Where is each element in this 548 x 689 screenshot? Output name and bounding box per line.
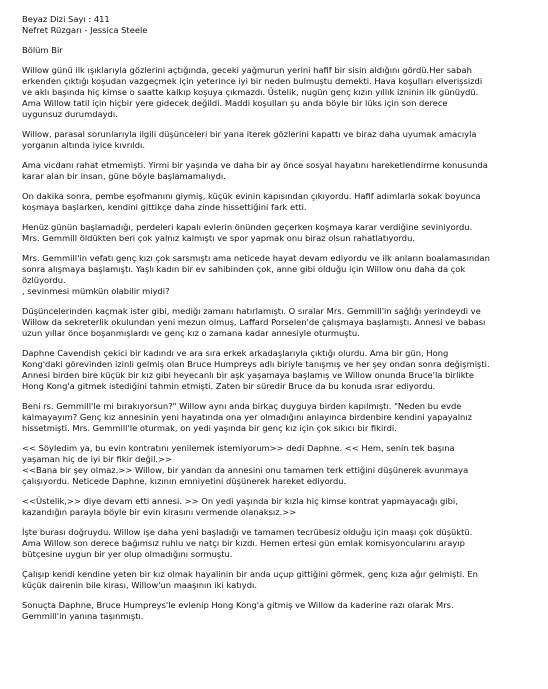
paragraph: Daphne Cavendish çekici bir kadındı ve ara sıra erkek arkadaşlarıyla çıktığı olurdu. Ama bir gün, Hong Kong'daki görevinden izinli gelmiş olan Bruce Humpreys adlı biriyle tanışmış ve her şey ondan sonra değişmişti. Annesi birden bire küçük bir kız gibi heyecanlı bir aşk yaşamaya başlamış ve Willow onunda Bruce'la birlikte Hong Kong'a gitmek istediğini tahmin etmişti. Zaten bir süredir Bruce da bu konuda ısrar ediyordu. xyxy=(22,348,490,391)
paragraph: Ama vicdanı rahat etmemişti. Yirmi bir yaşında ve daha bir ay önce sosyal hayatını hareketlendirme konusunda karar alan bir insan, güne böyle başlamamalıydı. xyxy=(22,160,488,181)
paragraph: Beni rs. Gemmill'le mi bırakıyorsun?" Willow aynı anda birkaç duyguya birden kapılmıştı. "Neden bu evde kalmayayım? Genç kız annesinin yeni hayatında ona yer olmadığını anlayınca birdenbire kendini yapayalnız hissetmişti. Mrs. Gemmill'le oturmak, on yedi yaşında bir genç kız için çok sıkıcı bir fikirdi. xyxy=(22,401,473,433)
paragraph: İşte burası doğruydu. Willow işe daha yeni başladığı ve tamamen tecrübesiz olduğu için maaşı çok düşüktü. Ama Willow son derece bağımsız ruhlu ve natçı bir kızdı. Hemen ertesi gün emlak komisyoncularını arayıp bütçesine uygun bir yer olup olmadığını sormuştu. xyxy=(22,527,473,559)
series-line: Beyaz Dizi Sayı : 411 xyxy=(22,14,110,24)
paragraph: Henüz günün başlamadığı, perdeleri kapalı evlerin önünden geçerken koşmaya karar verdiğine seviniyordu. Mrs. Gemmill öldükten beri çok yalnız kalmıştı ve spor yapmak onu biraz olsun rahatlatıyordu. xyxy=(22,222,473,243)
paragraph: Çalışıp kendi kendine yeten bir kız olmak hayalinin bir anda uçup gittiğini görmek, genç kıza ağır gelmişti. En küçük dairenin bile kirası, Willow'un maaşının iki katıydı. xyxy=(22,569,478,590)
paragraph: Willow günü ilk ışıklarıyla gözlerini açtığında, geceki yağmurun yerini hafif bir sisin aldığını gördü.Her sabah erkenden çıktığı koşudan vazgeçmek için yeterince iyi bir neden bulmuştu demekti. Hava koşulları elverişsizdi ve aklı başında hiç kimse o saatte kalkıp koşuya çıkmazdı. Üstelik, nugün genç kızın yıllık izninin ilk günüydü. Ama Willow tatil için hiçbir yere gidecek değildi. Maddi koşulları şu anda böyle bir lüks için son derece uygunsuz durumdaydı. xyxy=(22,65,483,119)
paragraph: Sonuçta Daphne, Bruce Humpreys'le evlenip Hong Kong'a gitmiş ve Willow da kaderine razı olarak Mrs. Gemmill'in yanına taşınmıştı. xyxy=(22,600,454,621)
chapter-title: Bölüm Bir xyxy=(22,45,63,55)
paragraph: << Söyledim ya, bu evin kontratını yenilemek istemiyorum>> dedi Daphne. << Hem, senin tek başına yaşaman hiç de iyi bir fikir değil.>> <<Bana bir şey olmaz.>> Willow, bir yandan da annesini onu tamamen terk ettiğini düşünerek avunmaya çalışıyordu. Neticede Daphne, kızının emniyetini düşünerek hareket ediyordu. xyxy=(22,443,469,486)
paragraph: Willow, parasal sorunlarıyla ilgili düşünceleri bir yana iterek gözlerini kapattı ve biraz daha uyumak amacıyla yorganın altında iyice kıvrıldı. xyxy=(22,129,477,150)
paragraph: Düşüncelerinden kaçmak ister gibi, mediğı zamanı hatırlamıştı. O sıralar Mrs. Gemmill'in sağlığı yerindeydi ve Willow da sekreterlik okulundan yeni mezun olmuş, Laffard Porselen'de çalışmaya başlamıştı. Annesi ve babası uzun yıllar önce boşanmışlardı ve genç kız o zamana kadar annesiyle oturmuştu. xyxy=(22,306,486,338)
paragraph: Mrs. Gemmill'in vefatı genç kızı çok sarsmıştı ama neticede hayat devam ediyordu ve ilk anların boalamasından sonra alışmaya başlamıştı. Yaşlı kadın bir ev sahibinden çok, anne gibi olduğu için Willow onu daha da çok özlüyordu. , sevinmesi mümkün olabilir miydi? xyxy=(22,253,490,296)
paragraph: <<Üstelik,>> diye devam etti annesi. >> On yedi yaşında bir kızla hiç kimse kontrat yapmayacağı gibi, kazandığın parayla böyle bir evin kirasını vermende olanaksız.>> xyxy=(22,496,458,517)
paragraph: On dakika sonra, pembe eşofmanını giymiş, küçük evinin kapısından çıkıyordu. Hafif adımlarla sokak boyunca koşmaya başlarken, kendini gittikçe daha zinde hissettiğini fark etti. xyxy=(22,191,481,212)
title-author-line: Nefret Rüzgarı - Jessica Steele xyxy=(22,25,148,35)
